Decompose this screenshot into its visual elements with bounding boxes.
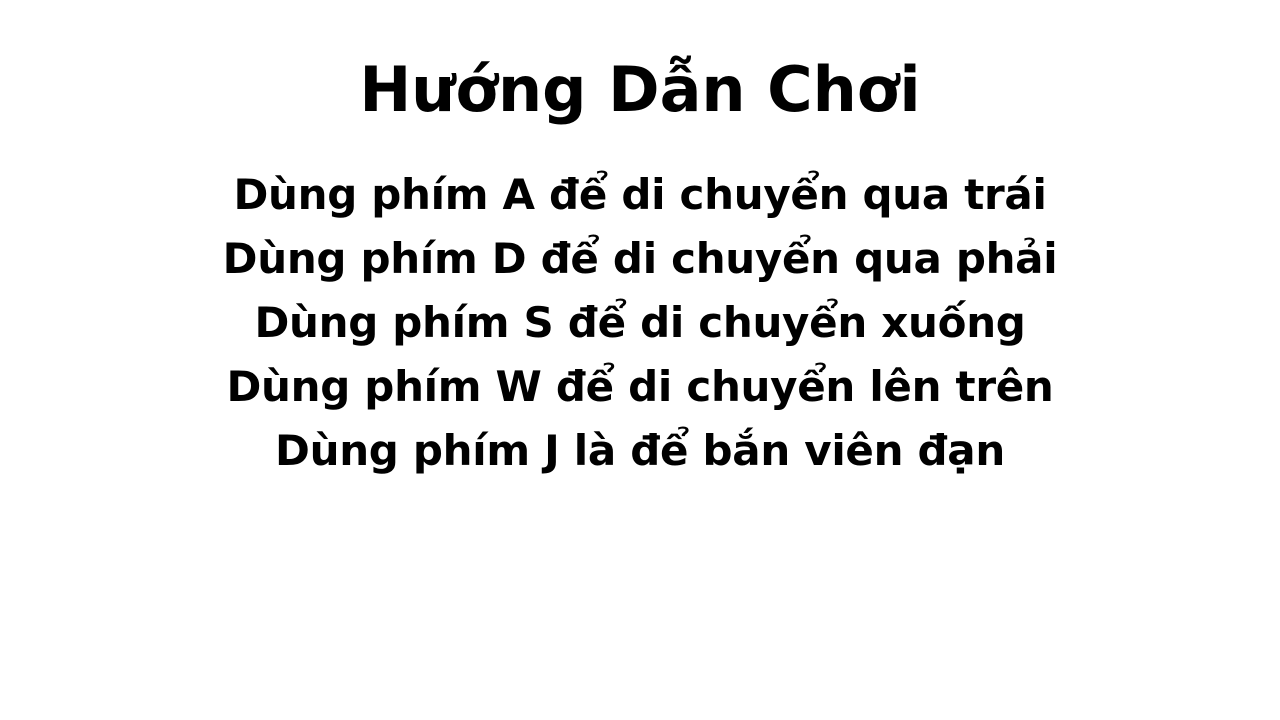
- instruction-move-down: Dùng phím S để di chuyển xuống: [254, 298, 1026, 347]
- instruction-shoot: Dùng phím J là để bắn viên đạn: [275, 426, 1005, 475]
- instruction-move-up: Dùng phím W để di chuyển lên trên: [226, 362, 1054, 411]
- page-title: Hướng Dẫn Chơi: [359, 53, 921, 126]
- instruction-move-left: Dùng phím A để di chuyển qua trái: [233, 170, 1047, 219]
- instruction-move-right: Dùng phím D để di chuyển qua phải: [222, 234, 1058, 283]
- instructions-list: [0, 163, 1280, 483]
